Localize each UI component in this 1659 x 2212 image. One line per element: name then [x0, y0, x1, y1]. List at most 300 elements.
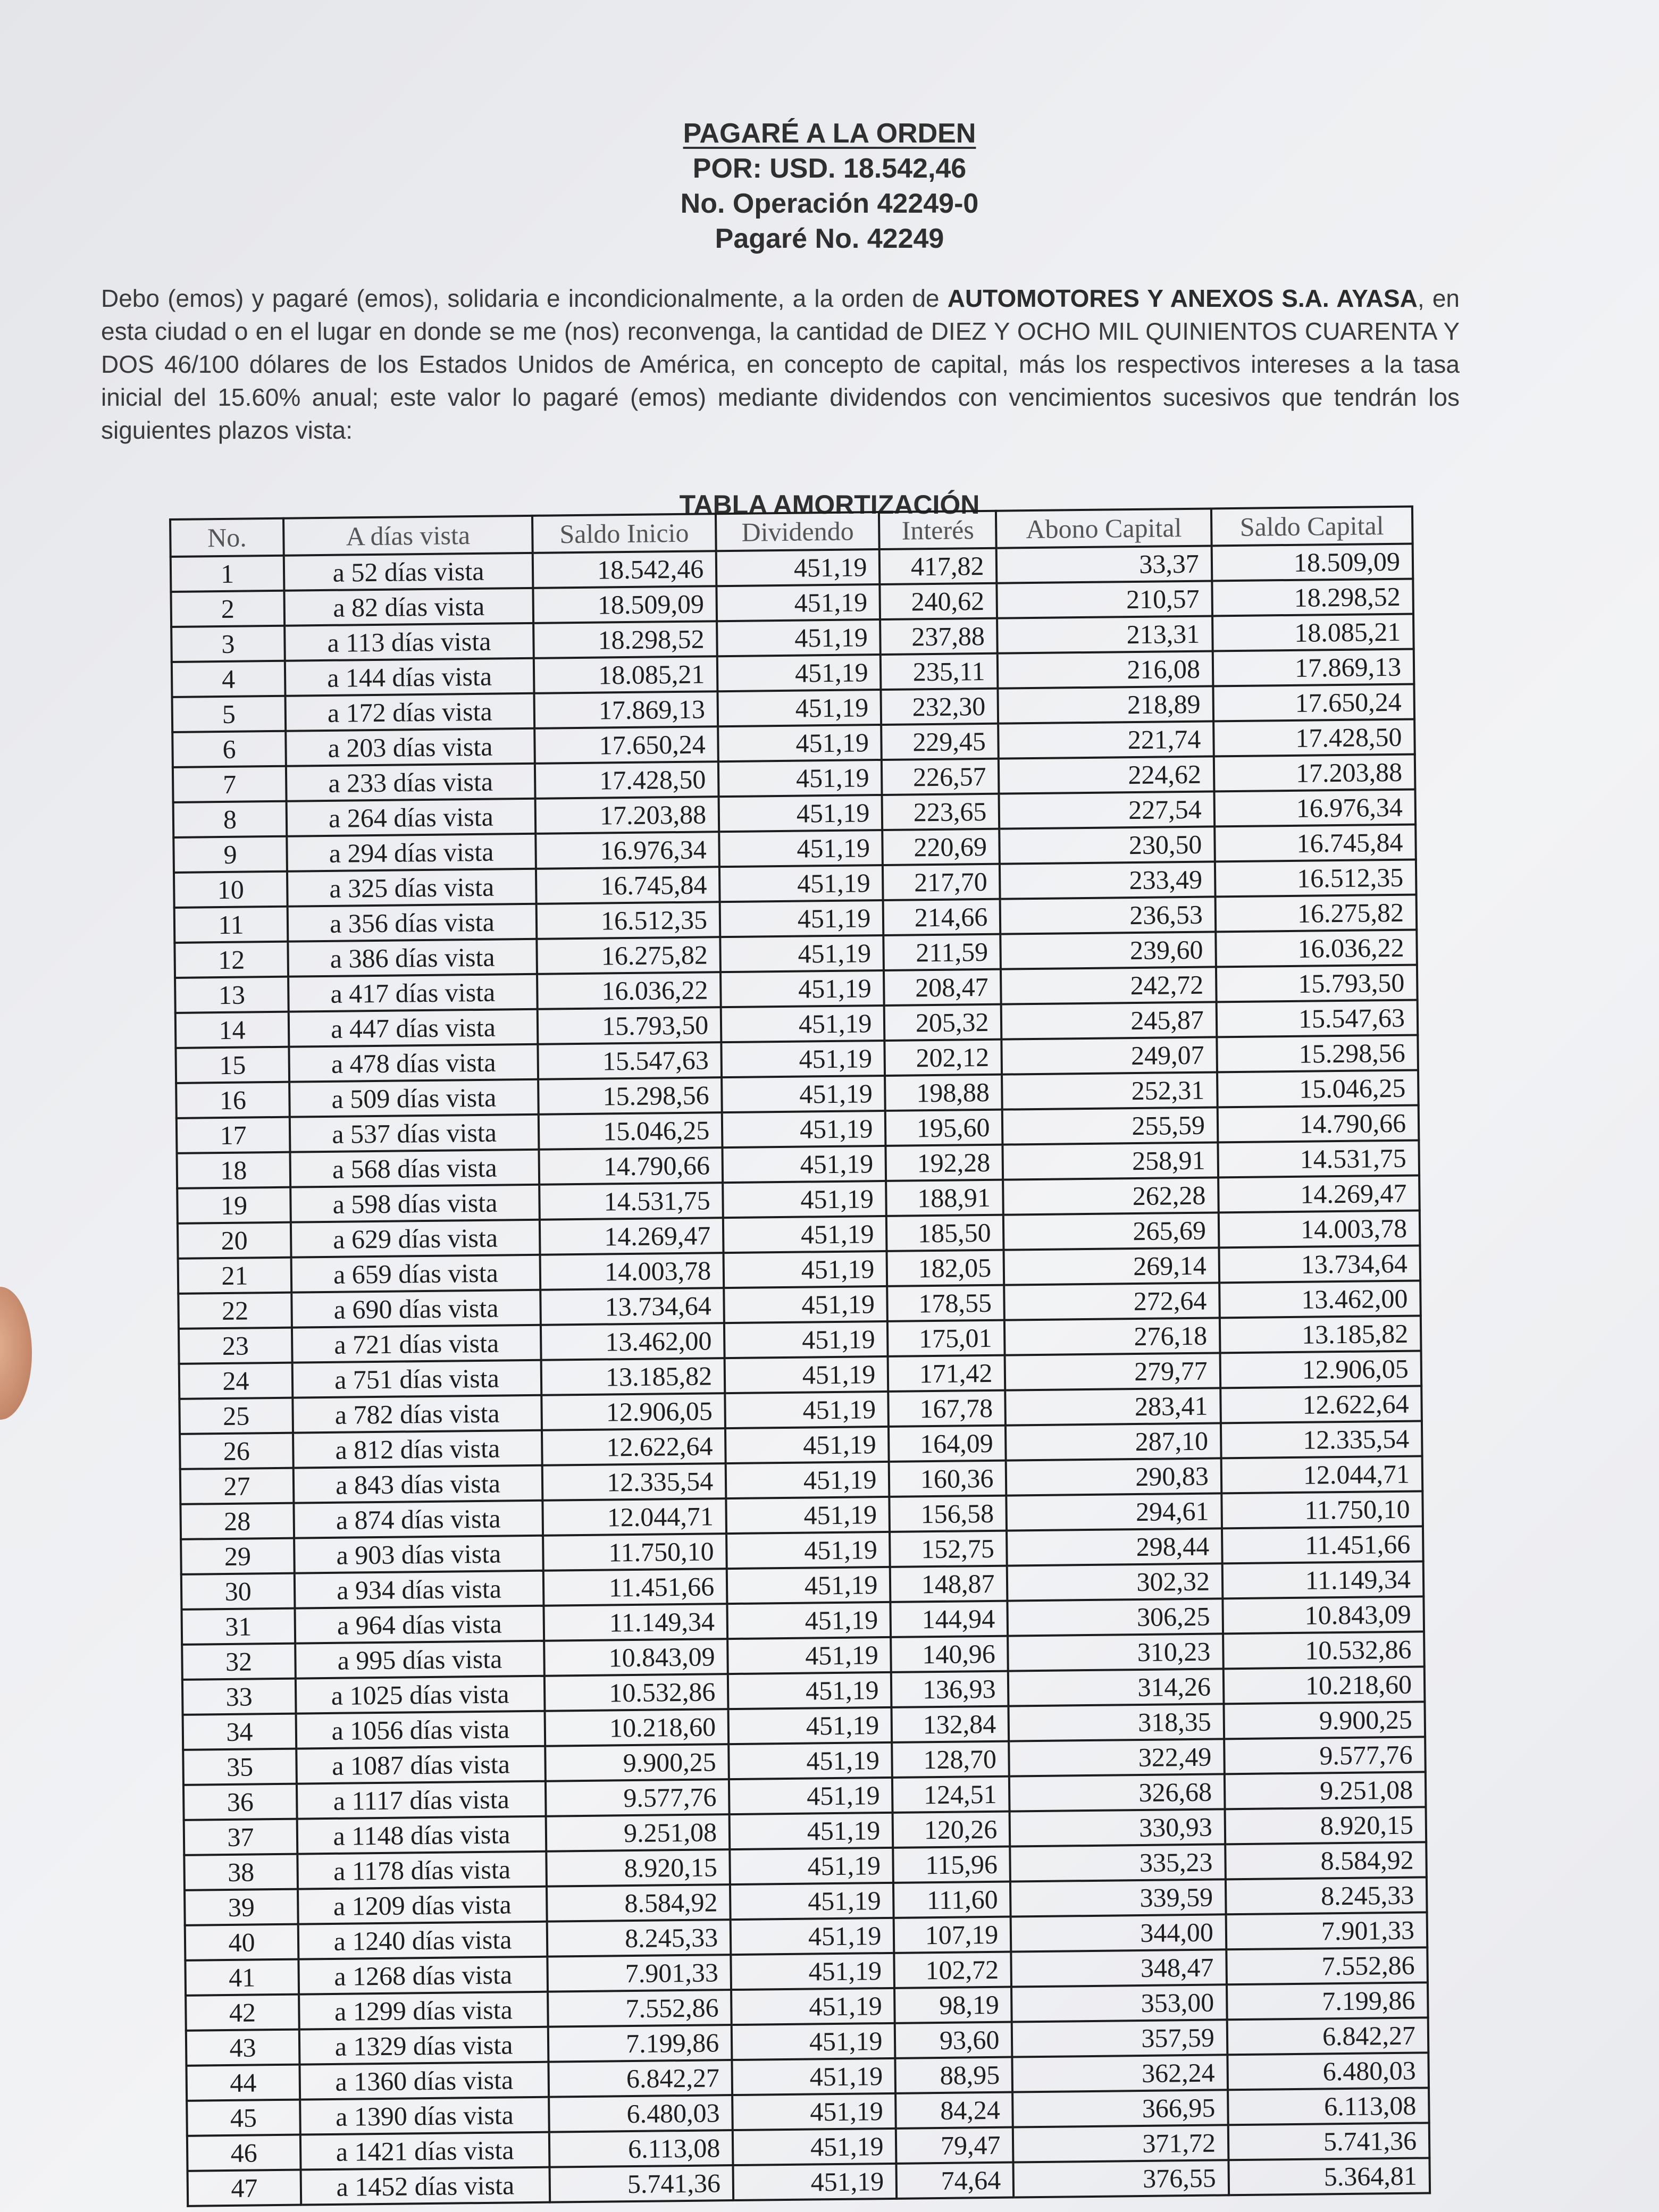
cell-dividend: 451,19	[728, 1672, 892, 1709]
cell-capital-balance: 12.335,54	[1221, 1421, 1422, 1458]
cell-interest: 229,45	[882, 724, 999, 760]
cell-initial-balance: 14.003,78	[540, 1253, 724, 1290]
cell-days: a 478 días vista	[289, 1044, 538, 1082]
cell-capital-payment: 230,50	[1000, 826, 1215, 864]
cell-capital-payment: 245,87	[1001, 1002, 1217, 1039]
cell-days: a 233 días vista	[286, 764, 535, 801]
cell-interest: 84,24	[896, 2092, 1013, 2129]
cell-initial-balance: 11.750,10	[543, 1534, 727, 1571]
cell-days: a 1421 días vista	[300, 2132, 550, 2170]
cell-no: 21	[178, 1258, 292, 1294]
cell-no: 33	[182, 1679, 296, 1715]
cell-interest: 167,78	[889, 1390, 1006, 1427]
cell-dividend: 451,19	[730, 1813, 893, 1849]
cell-capital-balance: 18.298,52	[1212, 579, 1413, 616]
cell-no: 47	[188, 2170, 301, 2206]
cell-interest: 160,36	[889, 1461, 1007, 1497]
cell-initial-balance: 6.842,27	[548, 2060, 732, 2097]
cell-days: a 417 días vista	[288, 974, 538, 1012]
cell-capital-payment: 322,49	[1009, 1739, 1225, 1776]
cell-initial-balance: 10.532,86	[544, 1674, 728, 1711]
cell-capital-payment: 362,24	[1012, 2055, 1228, 2092]
cell-days: a 659 días vista	[291, 1255, 541, 1293]
cell-initial-balance: 15.793,50	[538, 1007, 722, 1044]
cell-no: 41	[185, 1959, 299, 1996]
cell-capital-balance: 11.149,34	[1222, 1561, 1424, 1598]
cell-capital-balance: 15.298,56	[1217, 1035, 1418, 1072]
cell-capital-payment: 242,72	[1001, 967, 1216, 1004]
cell-interest: 136,93	[891, 1671, 1009, 1707]
cell-no: 17	[177, 1117, 290, 1153]
cell-capital-payment: 221,74	[999, 721, 1214, 758]
cell-interest: 226,57	[882, 759, 999, 795]
cell-no: 16	[176, 1082, 290, 1118]
cell-days: a 82 días vista	[284, 588, 533, 626]
cell-initial-balance: 12.622,64	[542, 1428, 726, 1465]
table-body	[171, 544, 1430, 2206]
cell-days: a 629 días vista	[291, 1220, 540, 1258]
cell-capital-payment: 252,31	[1002, 1072, 1217, 1109]
cell-initial-balance: 15.046,25	[539, 1112, 723, 1150]
cell-days: a 509 días vista	[289, 1079, 539, 1117]
cell-days: a 1209 días vista	[298, 1887, 547, 1924]
cell-no: 8	[173, 801, 287, 837]
cell-capital-payment: 227,54	[999, 791, 1214, 828]
cell-no: 25	[179, 1398, 293, 1434]
cell-days: a 964 días vista	[295, 1606, 544, 1644]
cell-dividend: 451,19	[727, 1637, 891, 1674]
cell-dividend: 451,19	[733, 2164, 897, 2200]
cell-interest: 217,70	[883, 864, 1000, 900]
cell-initial-balance: 14.790,66	[539, 1147, 723, 1185]
cell-capital-payment: 330,93	[1010, 1809, 1225, 1846]
cell-capital-payment: 314,26	[1008, 1669, 1224, 1706]
cell-days: a 1025 días vista	[296, 1676, 545, 1714]
cell-dividend: 451,19	[717, 655, 881, 691]
cell-interest: 171,42	[888, 1355, 1006, 1392]
cell-no: 15	[175, 1047, 289, 1083]
cell-interest: 175,01	[887, 1320, 1005, 1356]
cell-capital-balance: 17.203,88	[1214, 754, 1415, 791]
cell-days: a 1390 días vista	[300, 2097, 549, 2135]
cell-no: 6	[172, 731, 286, 767]
cell-dividend: 451,19	[720, 935, 884, 972]
cell-days: a 1240 días vista	[298, 1922, 548, 1959]
cell-dividend: 451,19	[726, 1462, 890, 1498]
cell-days: a 52 días vista	[284, 553, 533, 591]
header-initial-balance: Saldo Inicio	[532, 514, 716, 553]
cell-interest: 102,72	[894, 1952, 1012, 1988]
cell-initial-balance: 16.036,22	[537, 972, 721, 1009]
cell-capital-payment: 335,23	[1010, 1844, 1226, 1881]
cell-dividend: 451,19	[730, 1848, 893, 1884]
cell-capital-balance: 10.532,86	[1223, 1631, 1425, 1669]
operation-number: No. Operación 42249-0	[680, 188, 979, 219]
cell-interest: 128,70	[892, 1741, 1010, 1778]
cell-interest: 198,88	[885, 1075, 1002, 1111]
cell-dividend: 451,19	[724, 1251, 887, 1288]
document-title: PAGARÉ A LA ORDEN	[683, 118, 976, 149]
cell-capital-balance: 13.734,64	[1219, 1245, 1420, 1283]
cell-capital-balance: 7.199,86	[1227, 1982, 1428, 2020]
cell-initial-balance: 16.512,35	[537, 902, 720, 939]
fingertip	[0, 1287, 32, 1420]
cell-dividend: 451,19	[719, 865, 883, 902]
cell-capital-payment: 216,08	[998, 651, 1213, 688]
cell-no: 22	[178, 1293, 292, 1329]
cell-interest: 152,75	[890, 1531, 1007, 1567]
cell-capital-balance: 14.790,66	[1218, 1105, 1419, 1142]
cell-days: a 447 días vista	[289, 1009, 538, 1047]
cell-no: 34	[183, 1714, 297, 1750]
cell-initial-balance: 12.044,71	[542, 1498, 726, 1536]
cell-capital-payment: 353,00	[1011, 1984, 1227, 2022]
cell-dividend: 451,19	[732, 2058, 896, 2095]
cell-initial-balance: 8.245,33	[547, 1920, 731, 1957]
cell-initial-balance: 18.298,52	[533, 621, 717, 658]
cell-interest: 148,87	[890, 1566, 1008, 1602]
cell-capital-balance: 13.462,00	[1219, 1280, 1421, 1318]
cell-no: 7	[173, 766, 287, 802]
cell-interest: 192,28	[886, 1145, 1003, 1181]
cell-capital-balance: 7.901,33	[1226, 1912, 1427, 1949]
cell-days: a 1087 días vista	[296, 1746, 546, 1784]
cell-initial-balance: 13.462,00	[541, 1323, 725, 1360]
cell-no: 29	[181, 1538, 295, 1574]
cell-capital-balance: 12.044,71	[1221, 1456, 1422, 1493]
cell-capital-payment: 236,53	[1000, 896, 1216, 934]
cell-interest: 88,95	[895, 2057, 1013, 2093]
header-capital-payment: Abono Capital	[996, 508, 1211, 548]
cell-days: a 1360 días vista	[299, 2062, 549, 2100]
cell-no: 39	[185, 1889, 298, 1925]
cell-dividend: 451,19	[729, 1778, 893, 1814]
cell-initial-balance: 11.451,66	[543, 1569, 727, 1606]
cell-days: a 203 días vista	[286, 728, 535, 766]
cell-dividend: 451,19	[733, 2129, 896, 2165]
cell-days: a 537 días vista	[290, 1115, 539, 1152]
cell-interest: 195,60	[885, 1110, 1003, 1146]
cell-capital-payment: 371,72	[1013, 2125, 1228, 2162]
cell-dividend: 451,19	[719, 795, 883, 832]
cell-days: a 1299 días vista	[299, 1992, 548, 2030]
cell-dividend: 451,19	[727, 1602, 891, 1639]
cell-interest: 223,65	[882, 794, 1000, 830]
cell-no: 36	[183, 1784, 297, 1820]
cell-initial-balance: 13.734,64	[540, 1288, 724, 1325]
cell-initial-balance: 9.577,76	[546, 1779, 730, 1816]
cell-no: 1	[171, 556, 284, 592]
cell-no: 27	[180, 1468, 294, 1504]
cell-no: 11	[174, 907, 288, 943]
cell-days: a 1268 días vista	[298, 1957, 548, 1995]
cell-days: a 598 días vista	[290, 1185, 540, 1222]
cell-initial-balance: 18.085,21	[534, 656, 718, 693]
cell-dividend: 451,19	[728, 1707, 892, 1744]
cell-initial-balance: 5.741,36	[550, 2165, 734, 2202]
cell-days: a 568 días vista	[290, 1150, 539, 1187]
cell-dividend: 451,19	[717, 619, 881, 656]
cell-initial-balance: 6.113,08	[549, 2130, 733, 2167]
cell-capital-payment: 218,89	[998, 686, 1213, 723]
cell-initial-balance: 6.480,03	[549, 2095, 733, 2132]
cell-no: 28	[180, 1503, 294, 1539]
cell-capital-balance: 15.793,50	[1216, 965, 1418, 1002]
cell-initial-balance: 7.552,86	[548, 1990, 732, 2027]
cell-dividend: 451,19	[723, 1216, 887, 1253]
cell-initial-balance: 9.251,08	[546, 1814, 730, 1851]
cell-initial-balance: 8.920,15	[546, 1849, 730, 1887]
cell-interest: 144,94	[891, 1601, 1008, 1637]
cell-days: a 356 días vista	[288, 904, 537, 942]
cell-initial-balance: 7.199,86	[548, 2025, 732, 2062]
cell-no: 46	[187, 2135, 301, 2171]
cell-capital-balance: 11.451,66	[1222, 1526, 1423, 1563]
cell-capital-payment: 276,18	[1004, 1318, 1220, 1355]
cell-initial-balance: 17.650,24	[534, 726, 718, 764]
cell-dividend: 451,19	[720, 900, 884, 937]
cell-capital-balance: 8.584,92	[1225, 1842, 1427, 1879]
cell-capital-balance: 6.842,27	[1227, 2017, 1429, 2055]
header-interest: Interés	[879, 511, 996, 549]
cell-capital-payment: 302,32	[1007, 1563, 1222, 1601]
cell-interest: 74,64	[896, 2163, 1014, 2199]
header-capital-balance: Saldo Capital	[1211, 507, 1413, 546]
cell-capital-balance: 17.650,24	[1213, 684, 1414, 721]
cell-interest: 208,47	[884, 969, 1001, 1006]
cell-dividend: 451,19	[726, 1532, 890, 1569]
cell-days: a 1452 días vista	[301, 2167, 550, 2205]
cell-interest: 178,55	[887, 1285, 1005, 1321]
cell-interest: 79,47	[896, 2127, 1013, 2164]
cell-initial-balance: 9.900,25	[545, 1744, 729, 1781]
cell-capital-balance: 16.745,84	[1214, 824, 1416, 861]
cell-days: a 995 días vista	[295, 1641, 544, 1679]
cell-days: a 812 días vista	[293, 1430, 542, 1468]
amortization-table	[169, 505, 1431, 2207]
cell-dividend: 451,19	[725, 1392, 889, 1428]
cell-capital-payment: 306,25	[1008, 1598, 1223, 1636]
cell-capital-payment: 249,07	[1002, 1037, 1217, 1074]
cell-initial-balance: 16.745,84	[536, 867, 720, 904]
cell-capital-balance: 9.900,25	[1224, 1702, 1425, 1739]
cell-capital-payment: 344,00	[1011, 1914, 1226, 1951]
cell-days: a 264 días vista	[287, 799, 536, 836]
cell-interest: 132,84	[892, 1706, 1009, 1742]
cell-capital-payment: 294,61	[1007, 1493, 1222, 1530]
cell-capital-payment: 283,41	[1006, 1388, 1221, 1425]
cell-dividend: 451,19	[732, 2093, 896, 2130]
cell-days: a 1056 días vista	[296, 1711, 546, 1749]
cell-initial-balance: 17.203,88	[535, 797, 719, 834]
cell-dividend: 451,19	[722, 1041, 885, 1077]
cell-capital-balance: 6.113,08	[1228, 2088, 1429, 2125]
cell-capital-balance: 12.906,05	[1220, 1351, 1421, 1388]
cell-capital-balance: 14.269,47	[1218, 1175, 1420, 1212]
cell-capital-payment: 298,44	[1007, 1528, 1222, 1565]
cell-capital-payment: 326,68	[1009, 1774, 1225, 1811]
cell-days: a 903 días vista	[294, 1536, 543, 1573]
cell-initial-balance: 7.901,33	[547, 1955, 731, 1992]
cell-dividend: 451,19	[725, 1427, 889, 1463]
cell-days: a 325 días vista	[287, 869, 537, 907]
cell-capital-payment: 265,69	[1003, 1212, 1219, 1250]
promissory-note-number: Pagaré No. 42249	[715, 223, 944, 254]
header-no: No.	[170, 518, 284, 557]
cell-no: 32	[182, 1644, 296, 1680]
cell-dividend: 451,19	[732, 2023, 895, 2060]
cell-capital-payment: 287,10	[1006, 1423, 1221, 1460]
paragraph-text-1: Debo (emos) y pagaré (emos), solidaria e incondicionalmente, a la orden de	[101, 284, 948, 312]
cell-capital-balance: 8.920,15	[1225, 1807, 1426, 1844]
cell-no: 43	[186, 2030, 300, 2066]
cell-capital-balance: 5.364,81	[1228, 2158, 1430, 2195]
cell-no: 3	[171, 626, 285, 662]
cell-interest: 111,60	[893, 1882, 1011, 1918]
cell-dividend: 451,19	[722, 1111, 886, 1147]
cell-capital-balance: 16.036,22	[1216, 929, 1417, 967]
cell-interest: 93,60	[895, 2022, 1012, 2058]
cell-initial-balance: 11.149,34	[543, 1604, 727, 1641]
cell-capital-payment: 210,57	[997, 581, 1212, 618]
cell-dividend: 451,19	[723, 1181, 886, 1218]
cell-dividend: 451,19	[730, 1883, 894, 1920]
cell-capital-payment: 224,62	[999, 756, 1214, 793]
cell-capital-payment: 233,49	[1000, 861, 1215, 899]
cell-dividend: 451,19	[731, 1953, 894, 1990]
cell-days: a 874 días vista	[294, 1501, 543, 1538]
cell-dividend: 451,19	[726, 1497, 890, 1534]
cell-initial-balance: 10.843,09	[544, 1639, 728, 1676]
cell-capital-balance: 15.547,63	[1216, 1000, 1418, 1037]
cell-capital-payment: 239,60	[1001, 932, 1216, 969]
cell-capital-payment: 357,59	[1012, 2020, 1227, 2057]
cell-capital-balance: 18.085,21	[1212, 614, 1414, 651]
cell-dividend: 451,19	[721, 1006, 885, 1042]
cell-no: 24	[179, 1363, 293, 1399]
cell-no: 19	[177, 1187, 291, 1224]
cell-initial-balance: 18.509,09	[533, 586, 717, 623]
cell-dividend: 451,19	[718, 725, 882, 761]
cell-interest: 107,19	[894, 1917, 1011, 1953]
cell-capital-balance: 9.251,08	[1225, 1772, 1426, 1809]
cell-interest: 140,96	[891, 1636, 1009, 1672]
cell-interest: 124,51	[892, 1777, 1010, 1813]
cell-capital-balance: 10.218,60	[1224, 1666, 1425, 1704]
cell-capital-balance: 17.869,13	[1213, 649, 1414, 686]
amount-line: POR: USD. 18.542,46	[692, 153, 967, 184]
cell-no: 37	[184, 1819, 298, 1855]
cell-days: a 782 días vista	[292, 1395, 542, 1433]
cell-capital-payment: 339,59	[1010, 1879, 1226, 1916]
cell-initial-balance: 18.542,46	[533, 551, 717, 588]
cell-capital-payment: 310,23	[1008, 1633, 1224, 1671]
cell-dividend: 451,19	[718, 690, 882, 726]
cell-no: 38	[184, 1854, 298, 1890]
cell-dividend: 451,19	[731, 1988, 895, 2025]
cell-initial-balance: 13.185,82	[541, 1358, 725, 1395]
cell-dividend: 451,19	[718, 760, 882, 797]
cell-interest: 214,66	[883, 899, 1001, 935]
cell-dividend: 451,19	[725, 1356, 889, 1393]
cell-dividend: 451,19	[722, 1076, 885, 1112]
cell-interest: 237,88	[880, 618, 998, 655]
cell-dividend: 451,19	[728, 1742, 892, 1779]
cell-days: a 113 días vista	[284, 623, 534, 661]
cell-capital-balance: 16.275,82	[1215, 894, 1417, 932]
cell-capital-balance: 14.003,78	[1219, 1210, 1420, 1247]
cell-no: 42	[186, 1995, 299, 2031]
cell-initial-balance: 16.976,34	[535, 832, 719, 869]
cell-interest: 188,91	[886, 1180, 1004, 1216]
cell-capital-payment: 318,35	[1009, 1704, 1224, 1741]
cell-days: a 294 días vista	[287, 834, 536, 872]
cell-capital-balance: 12.622,64	[1220, 1386, 1422, 1423]
cell-interest: 417,82	[879, 548, 997, 584]
cell-capital-balance: 10.843,09	[1222, 1596, 1424, 1633]
cell-initial-balance: 12.906,05	[541, 1393, 725, 1430]
cell-capital-balance: 15.046,25	[1217, 1070, 1419, 1107]
cell-capital-payment: 255,59	[1002, 1107, 1218, 1144]
cell-dividend: 451,19	[724, 1286, 887, 1323]
cell-no: 10	[174, 872, 288, 908]
cell-capital-payment: 272,64	[1004, 1283, 1220, 1320]
cell-initial-balance: 14.269,47	[540, 1218, 724, 1255]
cell-no: 20	[178, 1222, 291, 1259]
cell-capital-balance: 18.509,09	[1212, 544, 1413, 581]
cell-no: 45	[187, 2100, 300, 2136]
cell-capital-balance: 16.976,34	[1214, 789, 1415, 826]
document-header	[0, 116, 1659, 256]
cell-interest: 235,11	[881, 653, 998, 690]
cell-no: 44	[186, 2065, 300, 2101]
cell-no: 4	[172, 661, 286, 697]
cell-days: a 1117 días vista	[297, 1781, 546, 1819]
cell-interest: 98,19	[894, 1987, 1012, 2023]
cell-capital-balance: 8.245,33	[1226, 1877, 1427, 1914]
cell-days: a 172 días vista	[286, 693, 535, 731]
cell-days: a 1178 días vista	[297, 1851, 547, 1889]
cell-no: 26	[180, 1433, 294, 1469]
cell-capital-balance: 5.741,36	[1228, 2123, 1430, 2160]
paragraph-text-2: , en esta ciudad o en el lugar en donde se me (nos) reconvenga, la cantidad de DIEZ Y OCHO MIL QUINIENTOS CUARENTA Y DOS 46/100 dólares de los Estados Unidos de América, en concepto de capital, más los respectivos intereses a la tasa inicial del 15.60% anual; este valor lo pagaré (emos) mediante dividendos con vencimientos sucesivos que tendrán los siguientes plazos vista:	[101, 284, 1460, 444]
cell-capital-balance: 9.577,76	[1224, 1737, 1426, 1774]
cell-capital-balance: 7.552,86	[1226, 1947, 1428, 1984]
cell-no: 18	[177, 1152, 291, 1188]
cell-capital-payment: 213,31	[997, 616, 1212, 653]
cell-capital-payment: 366,95	[1012, 2090, 1228, 2127]
cell-no: 12	[174, 942, 288, 978]
cell-initial-balance: 12.335,54	[542, 1463, 726, 1501]
cell-no: 14	[175, 1012, 289, 1048]
cell-interest: 211,59	[884, 934, 1001, 970]
cell-no: 35	[183, 1749, 297, 1785]
cell-initial-balance: 10.218,60	[545, 1709, 729, 1746]
cell-interest: 232,30	[881, 689, 999, 725]
cell-interest: 115,96	[893, 1847, 1011, 1883]
cell-days: a 386 días vista	[288, 939, 537, 977]
cell-dividend: 451,19	[716, 549, 880, 586]
cell-dividend: 451,19	[720, 970, 884, 1007]
cell-initial-balance: 15.547,63	[538, 1042, 722, 1079]
cell-days: a 721 días vista	[292, 1325, 541, 1363]
cell-interest: 164,09	[889, 1426, 1006, 1462]
cell-capital-payment: 262,28	[1003, 1177, 1219, 1214]
cell-days: a 1148 días vista	[297, 1816, 547, 1854]
cell-capital-payment: 258,91	[1003, 1142, 1218, 1179]
cell-days: a 144 días vista	[285, 658, 534, 696]
cell-interest: 220,69	[883, 829, 1000, 865]
